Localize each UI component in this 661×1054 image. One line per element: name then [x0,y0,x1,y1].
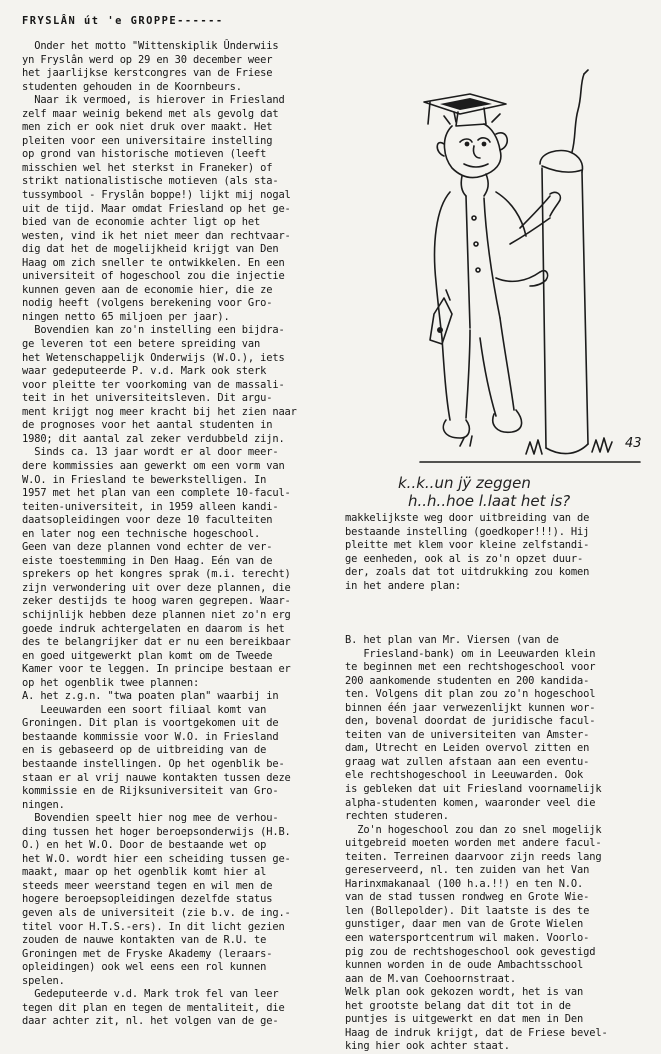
text-line: tegen dit plan en tegen de mentaliteit, die [22,1001,285,1014]
text-line: teiten van de universiteiten van Amster- [345,728,590,741]
text-line: ningen netto 65 miljoen per jaar). [22,310,230,323]
text-line: daar achter zit, nl. het volgen van de ge- [22,1015,279,1028]
text-line: steeds meer weerstand tegen en wil men de [22,879,273,892]
text-line: ele rechtshogeschool in Leeuwarden. Ook [345,769,584,782]
text-line: dam, Utrecht en Leiden overvol zitten en [345,742,590,755]
text-line: Kamer voor te leggen. In principe bestaan er [22,663,291,676]
text-line: 200 aankomende studenten en 200 kandida- [345,674,590,687]
caption-line-2: h..h..hoe l.laat het is? [408,492,571,510]
text-line: in het andere plan: [345,579,462,592]
text-line: op het ogenblik twee plannen: [22,676,200,689]
text-line: het grootste belang dat dit tot in de [345,999,571,1012]
text-line: en goed uitgewerkt plan komt om de Tweede [22,649,273,662]
text-line: een watersportcentrum wil maken. Voorlo- [345,932,590,945]
text-line: 1957 met het plan van een complete 10-facul- [22,487,291,500]
text-line: kunnen worden in de oude Ambachtsschool [345,959,584,972]
text-line: Welk plan ook gekozen wordt, het is van [345,986,584,999]
text-line: zelf maar weinig bekend met als gevolg dat [22,107,279,120]
text-line: uitgebreid moeten worden met andere facul- [345,837,602,850]
text-line: ge eenheden, ook al is zo'n opzet duur- [345,552,584,565]
student-with-cannon-illustration [400,68,650,473]
text-line: opleidingen) ook wel eens een rol kunnen [22,961,267,974]
text-line: Groningen. Dit plan is voortgekomen uit de [22,717,279,730]
text-line: binnen één jaar verwezenlijkt kunnen wor- [345,701,596,714]
text-line: len (Bollepolder). Dit laatste is des te [345,904,590,917]
text-line: is gebleken dat uit Friesland voornamelijk [345,783,602,796]
text-line: voor pleitte ter voorkoming van de massali- [22,378,285,391]
text-line: en is gebaseerd op de uitbreiding van de [22,744,267,757]
text-line: ment krijgt nog meer kracht bij het zien naar [22,405,297,418]
text-line: bestaande instelling (goedkoper!!!). Hij [345,525,590,538]
text-line: het W.O. wordt hier een scheiding tussen ge- [22,852,291,865]
text-line: sprekers op het kongres sprak (m.i. terecht) [22,568,291,581]
text-line: teiten. Terreinen daarvoor zijn reeds lang [345,850,602,863]
text-line: ding tussen het hoger beroepsonderwijs (H.B. [22,825,291,838]
text-line: 1980; dit aantal zal zeker verdubbeld zijn. [22,432,285,445]
text-line: Zo'n hogeschool zou dan zo snel mogelijk [345,823,602,836]
text-line: daatsopleidingen voor deze 10 faculteiten [22,514,273,527]
right-text-column-bottom [345,634,650,1054]
text-line: Bovendien speelt hier nog mee de verhou- [22,812,279,825]
text-line: Haag de indruk krijgt, dat de Friese bevel- [345,1026,608,1039]
text-line: ten. Volgens dit plan zou zo'n hogeschool [345,688,596,701]
text-line: Onder het motto "Wittenskiplik Ûnderwiis [22,40,279,52]
text-line: geven als de universiteit (zie b.v. de ing.- [22,907,291,919]
left-text-column [22,40,332,1029]
text-line: zeker destijds te hoog waren gegrepen. Waar- [22,595,291,608]
text-line: den, bovenal doordat de juridische facul- [345,715,596,728]
text-line: eiste toestemming in Den Haag. Eén van de [22,554,273,567]
text-line: uit de tijd. Maar omdat Friesland op het ge- [22,202,291,215]
text-line: bestaande instellingen. Op het ogenblik be- [22,757,285,770]
text-line: Harinxmakanaal (100 h.a.!!) en ten N.O. [345,877,584,890]
text-line: van de stad tussen rondweg en Grote Wie- [345,891,590,904]
text-line: misschien wel het sterkst in Franeker) of [22,161,273,174]
text-line: B. het plan van Mr. Viersen (van de [345,634,559,646]
text-line: te beginnen met een rechtshogeschool voor [345,661,596,674]
text-line: het Wetenschappelijk Onderwijs (W.O.), iets [22,351,285,364]
text-line: kommissie en de Rijksuniversiteit van Gro- [22,785,279,798]
text-line: dere kommissies aan gewerkt om een vorm van [22,459,285,472]
text-line: staan er al vrij nauwe kontakten tussen deze [22,771,291,784]
text-line: op grond van historische motieven (leeft [22,148,267,161]
text-line: ningen. [22,798,65,811]
text-line: men zich er ook niet druk over maakt. Het [22,121,273,134]
text-line: strikt nationalistische motieven (als sta- [22,175,279,188]
text-line: pig zou de rechtshogeschool ook gevestigd [345,945,596,958]
article-heading: FRYSLÂN út 'e GROPPE------ [22,15,224,27]
text-line: der, zoals dat tot uitdrukking zou komen [345,566,590,579]
text-line: studenten gehouden in de Koornbeurs. [22,80,242,93]
text-line: Sinds ca. 13 jaar wordt er al door meer- [22,446,279,459]
text-line: rechten studeren. [345,810,449,823]
text-line: kunnen geven aan de economie hier, die ze [22,283,273,296]
text-line: maakt, maar op het ogenblik komt hier al [22,866,267,879]
cartoon-drawing [400,68,650,473]
artist-signature: 43 [625,436,642,451]
text-line: titel voor H.T.S.-ers). In dit licht gezien [22,920,285,933]
text-line: Groningen met de Fryske Akademy (leraars- [22,947,273,960]
text-line: ge leveren tot een betere spreiding van [22,338,261,351]
text-line: tussymbool - Fryslân boppe!) lijkt mij nogal [22,189,291,202]
text-line: O.) en het W.O. Door de bestaande wet op [22,839,267,852]
text-line: Naar ik vermoed, is hierover in Friesland [22,94,285,107]
text-line: makkelijkste weg door uitbreiding van de [345,512,590,524]
cartoon-caption [398,474,658,510]
text-line: dig dat het de mogelijkheid krijgt van Den [22,243,279,256]
text-line: de prognoses voor het aantal studenten in [22,419,273,432]
text-line: Geen van deze plannen vond echter de ver- [22,541,273,554]
text-line: Bovendien kan zo'n instelling een bijdra- [22,324,285,337]
text-line: yn Fryslân werd op 29 en 30 december weer [22,53,273,66]
text-line: des te belangrijker dat er nu een bereikbaar [22,636,291,649]
text-line: pleitte met klem voor kleine zelfstandi- [345,539,590,552]
text-line: hogere beroepsopleidingen dezelfde status [22,893,273,906]
text-line: het jaarlijkse kerstcongres van de Friese [22,67,273,80]
text-line: pleiten voor een universitaire instelling [22,134,273,147]
text-line: gereserveerd, nl. ten zuiden van het Van [345,864,590,877]
text-line: teiten-universiteit, in 1959 alleen kandi- [22,500,279,513]
text-line: puntjes is uitgewerkt en dat men in Den [345,1013,584,1026]
text-line: A. het z.g.n. "twa poaten plan" waarbij in [22,690,279,703]
text-line: W.O. in Friesland te bewerkstelligen. In [22,473,267,486]
text-line: westen, vind ik het niet meer dan rechtvaar- [22,229,291,242]
text-line: graag wat zullen afstaan aan een eventu- [345,755,590,768]
text-line: Gedeputeerde v.d. Mark trok fel van leer [22,988,279,1001]
caption-line-1: k..k..un jÿ zeggen [398,474,531,492]
text-line: teit in het universiteitsleven. Dit argu- [22,392,273,405]
text-line: Leeuwarden een soort filiaal komt van [22,703,267,716]
text-line: en later nog een technische hogeschool. [22,527,261,540]
text-line: alpha-studenten komen, waaronder veel die [345,796,596,809]
text-line: Haag om zich sneller te ontwikkelen. En een [22,256,285,269]
text-line: aan de M.van Coehoornstraat. [345,972,516,985]
text-line: spelen. [22,974,65,987]
text-line: zouden de nauwe kontakten van de R.U. te [22,934,267,947]
text-line: schijnlijk hebben deze plannen niet zo'n erg [22,608,291,621]
text-line: goede indruk achtergelaten en daarom is het [22,622,285,635]
text-line: gunstiger, daar men van de Grote Wielen [345,918,584,931]
text-line: zijn verwondering uit over deze plannen, die [22,581,291,594]
right-text-column-top [345,512,650,593]
text-line: Friesland-bank) om in Leeuwarden klein [345,647,596,660]
text-line: bestaande kommissie voor W.O. in Friesland [22,730,279,743]
text-line: bied van de economie achter ligt op het [22,216,261,229]
text-line: king hier ook achter staat. [345,1040,510,1053]
text-line: universiteit of hogeschool zou die injectie [22,270,285,283]
text-line: nodig heeft (volgens berekening voor Gro- [22,297,273,310]
text-line: waar gedeputeerde P. v.d. Mark ook sterk [22,365,267,378]
